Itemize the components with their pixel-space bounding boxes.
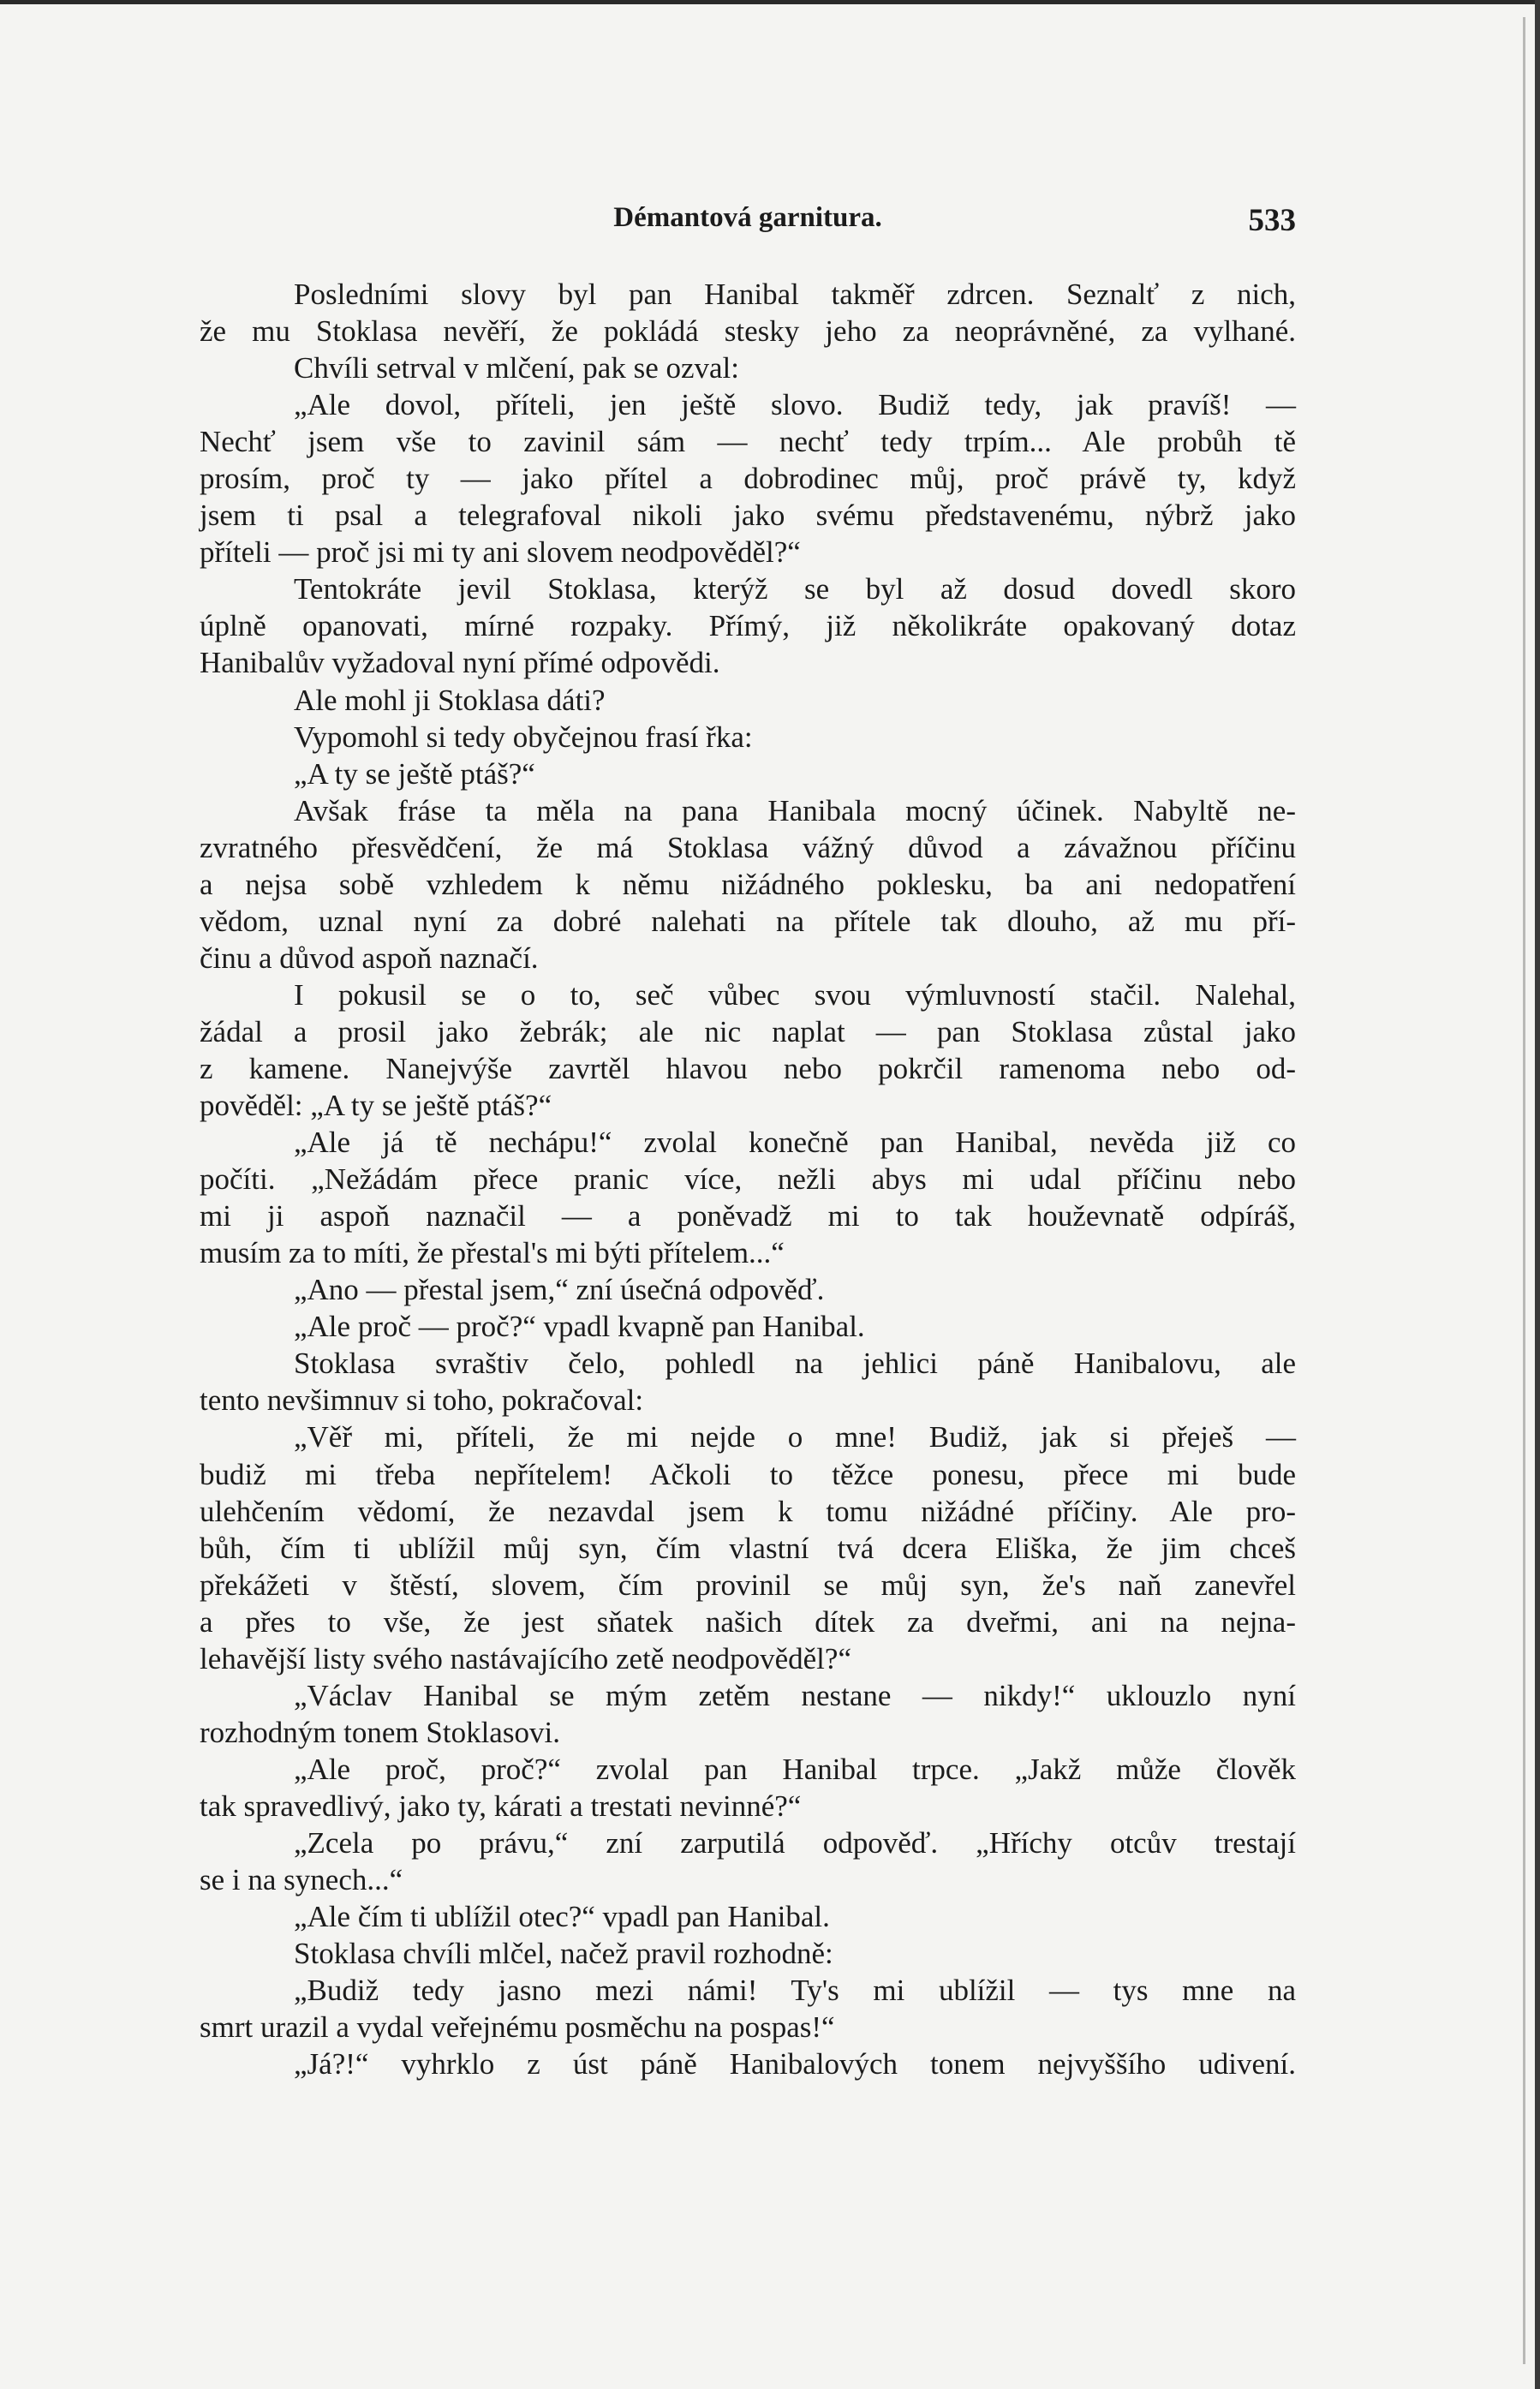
text-line: že mu Stoklasa nevěří, že pokládá stesky jeho za neoprávněné, za vylhané. — [200, 314, 1296, 349]
text-line: Stoklasa chvíli mlčel, načež pravil rozhodně: — [294, 1937, 833, 1971]
text-line: příteli — proč jsi mi ty ani slovem neodpověděl?“ — [200, 535, 801, 570]
text-line: „Já?!“ vyhrklo z úst páně Hanibalových tonem nejvyššího udivení. — [294, 2047, 1296, 2081]
text-line: a přes to vše, že jest sňatek našich dítek za dveřmi, ani na nejna- — [200, 1604, 1296, 1639]
text-line: „Ale proč — proč?“ vpadl kvapně pan Hanibal. — [294, 1310, 865, 1344]
text-line: bůh, čím ti ublížil můj syn, čím vlastní tvá dcera Eliška, že jim chceš — [200, 1531, 1296, 1565]
text-line: I pokusil se o to, seč vůbec svou výmluvností stačil. Nalehal, — [294, 977, 1296, 1012]
text-line: Hanibalův vyžadoval nyní přímé odpovědi. — [200, 646, 720, 680]
text-line: zvratného přesvědčení, že má Stoklasa vážný důvod a závažnou příčinu — [200, 830, 1296, 864]
text-line: Tentokráte jevil Stoklasa, kterýž se byl až dosud dovedl skoro — [294, 572, 1296, 606]
text-line: Stoklasa svraštiv čelo, pohledl na jehlici páně Hanibalovu, ale — [294, 1347, 1296, 1381]
text-line: Chvíli setrval v mlčení, pak se ozval: — [294, 351, 740, 385]
scan-gutter-shadow — [1523, 17, 1525, 2364]
text-line: překážeti v štěstí, slovem, čím provinil se můj syn, že's naň zanevřel — [200, 1568, 1296, 1602]
text-line: smrt urazil a vydal veřejnému posměchu na pospas!“ — [200, 2010, 835, 2045]
scan-top-edge — [0, 0, 1540, 4]
text-line: počíti. „Nežádám přece pranic více, nežli abys mi udal příčinu nebo — [200, 1162, 1296, 1197]
text-line: budiž mi třeba nepřítelem! Ačkoli to těžce ponesu, přece mi bude — [200, 1457, 1296, 1491]
scan-right-edge — [1535, 0, 1540, 2389]
text-line: Vypomohl si tedy obyčejnou frasí řka: — [294, 720, 753, 754]
text-line: činu a důvod aspoň naznačí. — [200, 941, 539, 975]
text-line: „Václav Hanibal se mým zetěm nestane — nikdy!“ uklouzlo nyní — [294, 1678, 1296, 1712]
text-line: úplně opanovati, mírné rozpaky. Přímý, již několikráte opakovaný dotaz — [200, 609, 1296, 643]
text-line: „Ale proč, proč?“ zvolal pan Hanibal trpce. „Jakž může člověk — [294, 1752, 1296, 1786]
text-line: „Ale dovol, příteli, jen ještě slovo. Budiž tedy, jak pravíš! — — [294, 388, 1296, 422]
text-line: pověděl: „A ty se ještě ptáš?“ — [200, 1089, 552, 1123]
text-line: se i na synech...“ — [200, 1863, 403, 1897]
text-line: žádal a prosil jako žebrák; ale nic naplat — pan Stoklasa zůstal jako — [200, 1014, 1296, 1048]
text-line: Nechť jsem vše to zavinil sám — nechť tedy trpím... Ale probůh tě — [200, 425, 1296, 459]
text-line: „Věř mi, příteli, že mi nejde o mne! Budiž, jak si přeješ — — [294, 1420, 1296, 1454]
text-line: tento nevšimnuv si toho, pokračoval: — [200, 1383, 644, 1418]
text-line: mi ji aspoň naznačil — a poněvadž mi to tak houževnatě odpíráš, — [200, 1199, 1296, 1233]
running-title: Démantová garnitura. — [613, 202, 882, 233]
text-line: „A ty se ještě ptáš?“ — [294, 756, 535, 791]
text-line: „Ale čím ti ublížil otec?“ vpadl pan Hanibal. — [294, 1900, 830, 1934]
page-header — [200, 202, 1296, 236]
text-line: „Ano — přestal jsem,“ zní úsečná odpověď. — [294, 1273, 825, 1307]
text-line: „Ale já tě nechápu!“ zvolal konečně pan Hanibal, nevěda již co — [294, 1126, 1296, 1160]
text-line: vědom, uznal nyní za dobré nalehati na přítele tak dlouho, až mu pří- — [200, 904, 1296, 938]
body-text — [200, 276, 1296, 2082]
text-line: Ale mohl ji Stoklasa dáti? — [294, 683, 606, 717]
text-line: musím za to míti, že přestal's mi býti přítelem...“ — [200, 1236, 785, 1270]
text-line: z kamene. Nanejvýše zavrtěl hlavou nebo pokrčil ramenoma nebo od- — [200, 1051, 1296, 1085]
text-line: lehavější listy svého nastávajícího zetě neodpověděl?“ — [200, 1641, 851, 1675]
text-line: „Budiž tedy jasno mezi námi! Ty's mi ublížil — tys mne na — [294, 1974, 1296, 2008]
text-line: tak spravedlivý, jako ty, kárati a trestati nevinné?“ — [200, 1789, 802, 1823]
text-line: Avšak fráse ta měla na pana Hanibala mocný účinek. Nabyltě ne- — [294, 793, 1296, 827]
page-number: 533 — [1248, 203, 1296, 238]
text-line: „Zcela po právu,“ zní zarputilá odpověď. „Hříchy otcův trestají — [294, 1825, 1296, 1860]
text-line: prosím, proč ty — jako přítel a dobrodinec můj, proč právě ty, když — [200, 462, 1296, 496]
text-line: Posledními slovy byl pan Hanibal takměř zdrcen. Seznalť z nich, — [294, 278, 1296, 311]
text-line: jsem ti psal a telegrafoval nikoli jako svému představenému, nýbrž jako — [200, 499, 1296, 533]
text-line: ulehčením vědomí, že nezavdal jsem k tomu nižádné příčiny. Ale pro- — [200, 1494, 1296, 1528]
text-line: rozhodným tonem Stoklasovi. — [200, 1715, 560, 1749]
text-line: a nejsa sobě vzhledem k němu nižádného poklesku, ba ani nedopatření — [200, 867, 1296, 901]
